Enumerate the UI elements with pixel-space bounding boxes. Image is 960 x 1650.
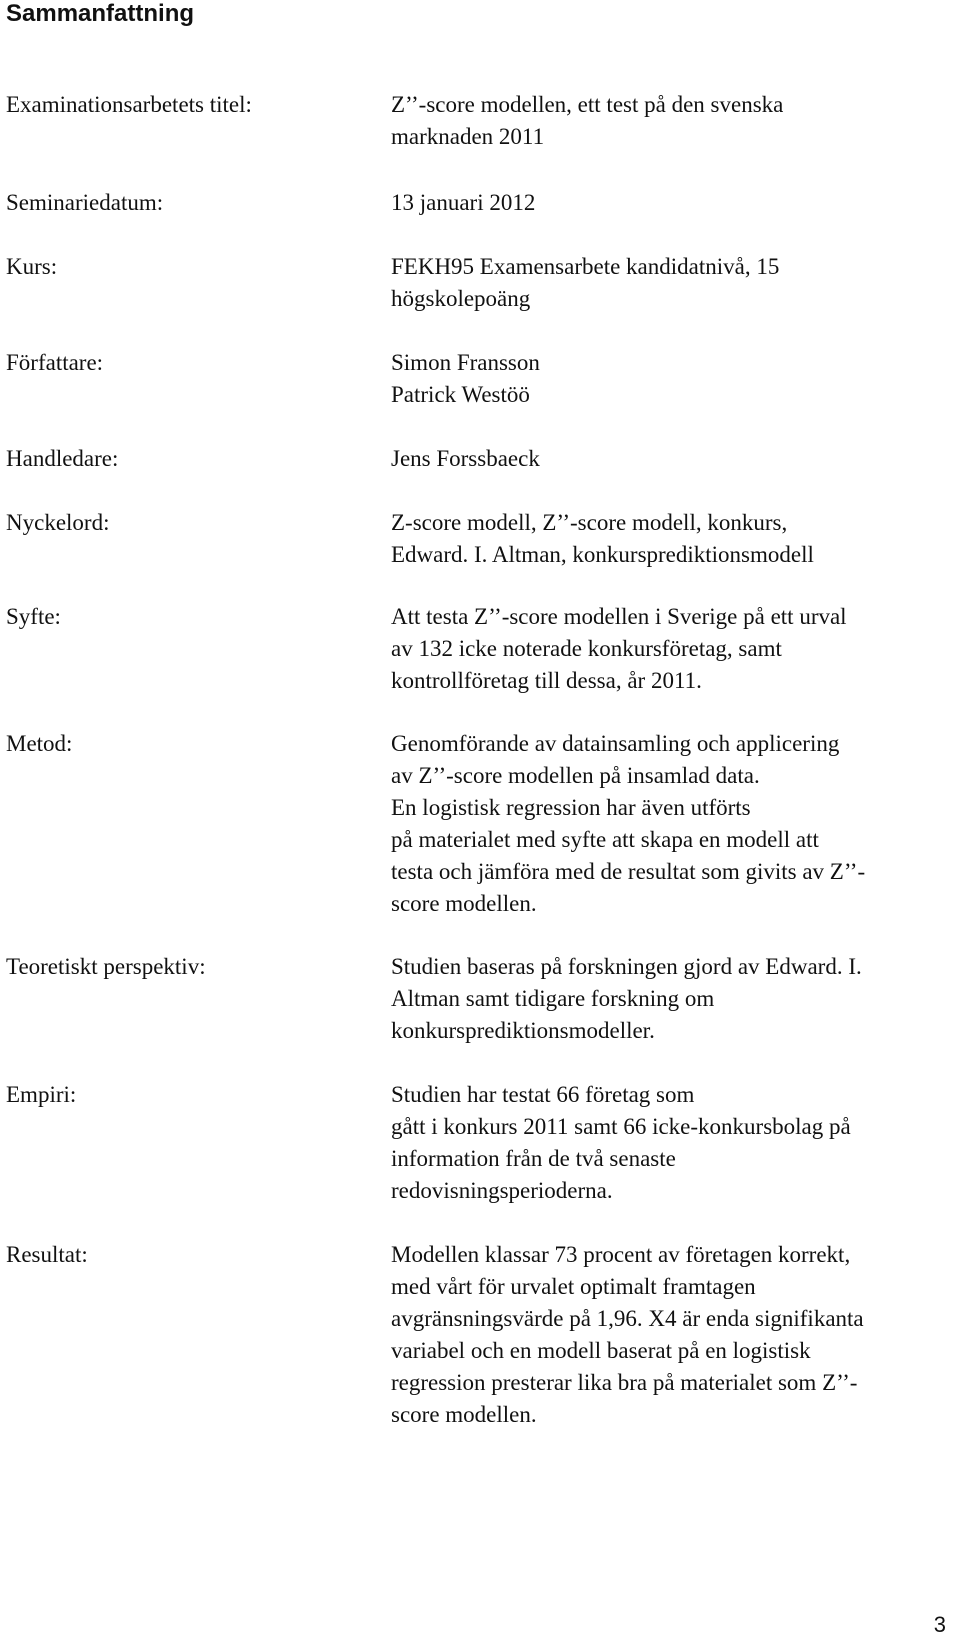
value-line: Z-score modell, Z’’-score modell, konkurs, (391, 510, 788, 535)
value-line: 13 januari 2012 (391, 190, 536, 215)
field-value-purpose (391, 601, 951, 697)
value-line: score modellen. (391, 891, 537, 916)
field-value-seminar-date (391, 187, 951, 219)
field-value-empirics (391, 1079, 951, 1207)
field-label-method: Metod: (6, 731, 73, 756)
field-label-theory: Teoretiskt perspektiv: (6, 954, 206, 979)
value-line: variabel och en modell baserat på en logistisk (391, 1338, 811, 1363)
field-label-course: Kurs: (6, 254, 58, 279)
field-value-authors (391, 347, 951, 411)
value-line: Altman samt tidigare forskning om (391, 986, 715, 1011)
value-line: Genomförande av datainsamling och applicering (391, 731, 840, 756)
field-label-seminar-date: Seminariedatum: (6, 190, 164, 215)
value-line: Patrick Westöö (391, 382, 530, 407)
value-line: Att testa Z’’-score modellen i Sverige på ett urval (391, 604, 847, 629)
field-label-keywords: Nyckelord: (6, 510, 110, 535)
value-line: högskolepoäng (391, 286, 531, 311)
value-line: Edward. I. Altman, konkursprediktionsmodell (391, 542, 814, 567)
value-line: FEKH95 Examensarbete kandidatnivå, 15 (391, 254, 780, 279)
field-value-results (391, 1239, 951, 1431)
value-line: på materialet med syfte att skapa en modell att (391, 827, 819, 852)
field-value-title (391, 89, 951, 153)
field-label-authors: Författare: (6, 350, 104, 375)
field-value-method (391, 728, 951, 920)
value-line: score modellen. (391, 1402, 537, 1427)
value-line: information från de två senaste (391, 1146, 676, 1171)
value-line: Z’’-score modellen, ett test på den svenska (391, 92, 784, 117)
value-line: Studien har testat 66 företag som (391, 1082, 695, 1107)
value-line: marknaden 2011 (391, 124, 545, 149)
value-line: En logistisk regression har även utförts (391, 795, 751, 820)
value-line: regression presterar lika bra på materialet som Z’’- (391, 1370, 858, 1395)
field-label-empirics: Empiri: (6, 1082, 77, 1107)
field-value-keywords (391, 507, 951, 571)
page-number: 3 (933, 1612, 946, 1637)
value-line: Simon Fransson (391, 350, 540, 375)
field-label-results: Resultat: (6, 1242, 88, 1267)
field-label-title: Examinationsarbetets titel: (6, 92, 252, 117)
value-line: Modellen klassar 73 procent av företagen korrekt, (391, 1242, 851, 1267)
value-line: kontrollföretag till dessa, år 2011. (391, 668, 702, 693)
value-line: gått i konkurs 2011 samt 66 icke-konkursbolag på (391, 1114, 851, 1139)
field-value-supervisor (391, 443, 951, 475)
value-line: konkursprediktionsmodeller. (391, 1018, 655, 1043)
field-label-supervisor: Handledare: (6, 446, 119, 471)
value-line: av Z’’-score modellen på insamlad data. (391, 763, 760, 788)
value-line: Jens Forssbaeck (391, 446, 540, 471)
field-value-theory (391, 951, 951, 1047)
value-line: av 132 icke noterade konkursföretag, samt (391, 636, 782, 661)
value-line: redovisningsperioderna. (391, 1178, 613, 1203)
value-line: Studien baseras på forskningen gjord av Edward. I. (391, 954, 862, 979)
page-heading: Sammanfattning (6, 0, 195, 27)
value-line: testa och jämföra med de resultat som givits av Z’’- (391, 859, 866, 884)
field-value-course (391, 251, 951, 315)
value-line: avgränsningsvärde på 1,96. X4 är enda signifikanta (391, 1306, 864, 1331)
field-label-purpose: Syfte: (6, 604, 61, 629)
value-line: med vårt för urvalet optimalt framtagen (391, 1274, 756, 1299)
